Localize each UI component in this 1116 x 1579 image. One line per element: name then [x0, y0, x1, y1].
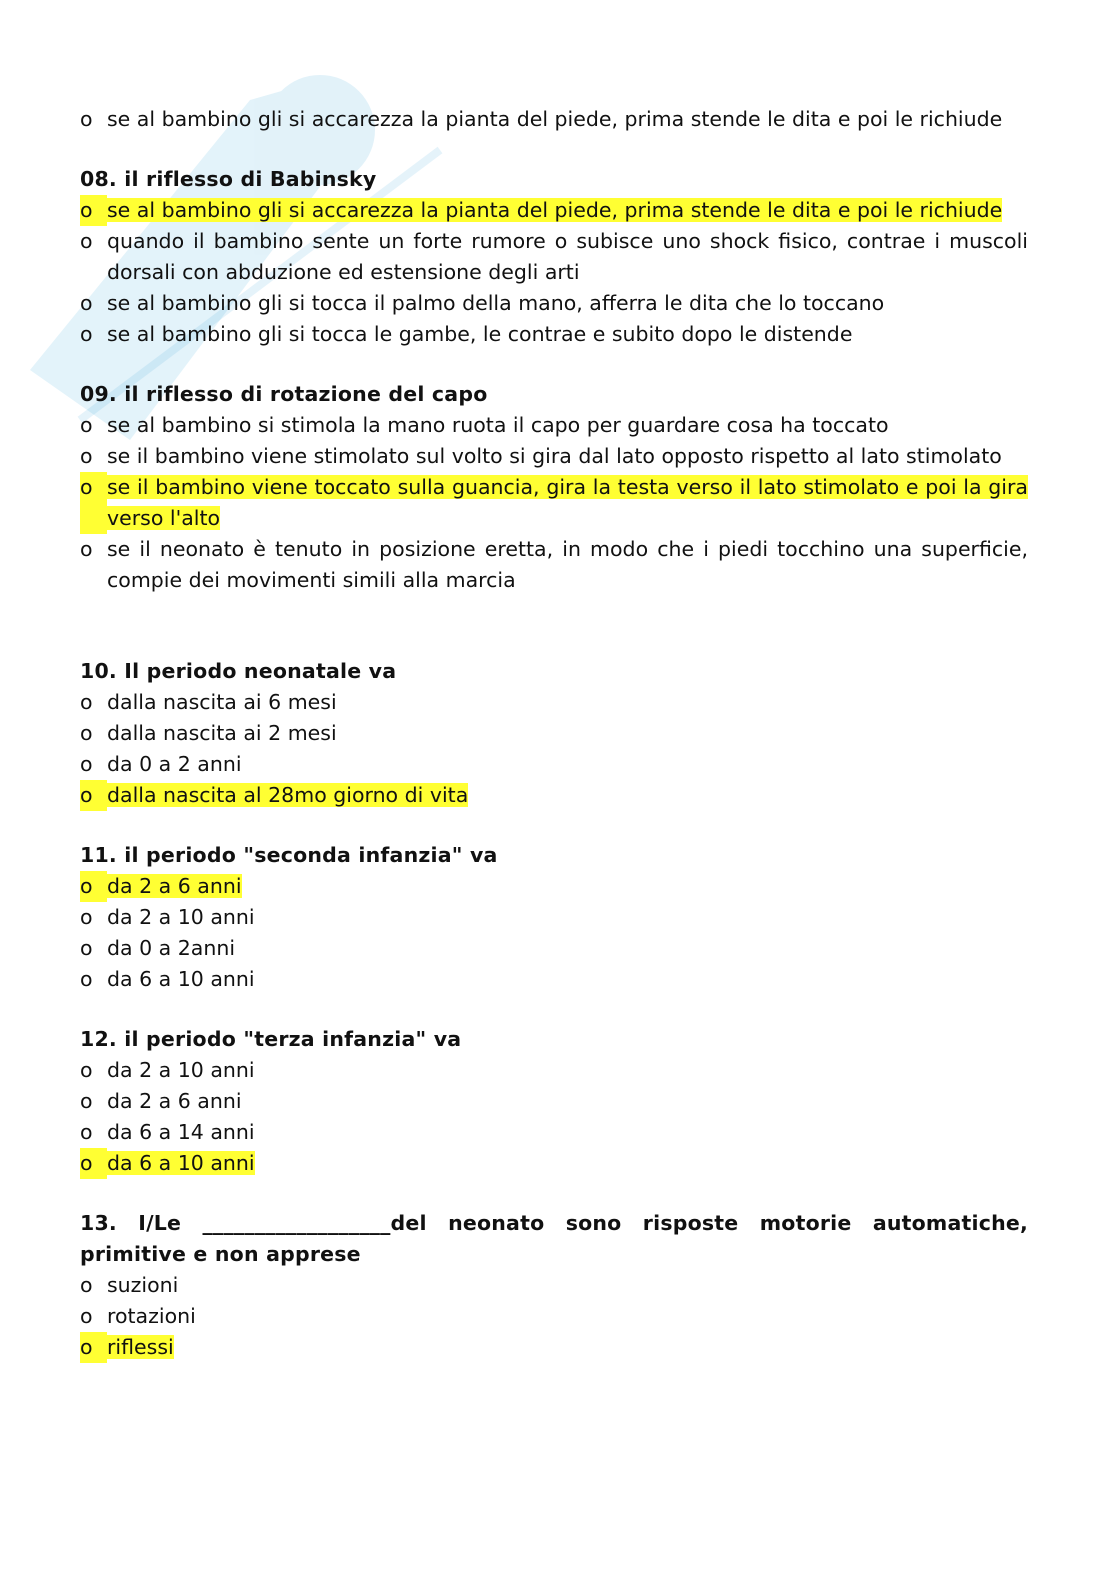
option-item-highlighted: [80, 195, 1028, 226]
option-bullet: o: [80, 322, 93, 346]
questions-list: [80, 164, 1028, 1363]
question-block: [80, 379, 1028, 596]
option-bullet: o: [80, 752, 93, 776]
option-bullet: o: [80, 472, 107, 534]
option-item: [80, 933, 1028, 964]
option-text: [107, 1148, 1028, 1179]
question-title: 08. il riflesso di Babinsky: [80, 167, 377, 191]
option-item: [80, 1055, 1028, 1086]
option-item: [80, 319, 1028, 350]
option-text: [107, 871, 1028, 902]
question-block: [80, 164, 1028, 350]
option-text: rotazioni: [107, 1304, 196, 1328]
option-item: [80, 718, 1028, 749]
option-item: [80, 687, 1028, 718]
highlight-mark: da 2 a 6 anni: [107, 874, 242, 898]
option-text: se il bambino viene stimolato sul volto si gira dal lato opposto rispetto al lato stimolato: [107, 444, 1002, 468]
option-bullet: o: [80, 967, 93, 991]
option-item: [80, 441, 1028, 472]
option-text: da 2 a 6 anni: [107, 1089, 242, 1113]
continued-option-block: [80, 104, 1028, 135]
option-item: [80, 1117, 1028, 1148]
option-text: da 2 a 10 anni: [107, 1058, 255, 1082]
options-list: [80, 687, 1028, 811]
option-text: da 0 a 2 anni: [107, 752, 242, 776]
question-title: 10. Il periodo neonatale va: [80, 659, 397, 683]
option-item: [80, 964, 1028, 995]
highlight-mark: da 6 a 10 anni: [107, 1151, 255, 1175]
option-bullet: o: [80, 1089, 93, 1113]
option-item: [80, 410, 1028, 441]
option-bullet: o: [80, 1304, 93, 1328]
option-item: [80, 226, 1028, 288]
option-text: quando il bambino sente un forte rumore o subisce uno shock fisico, contrae i muscoli dorsali con abduzione ed estensione degli arti: [107, 229, 1028, 284]
option-bullet: o: [80, 721, 93, 745]
options-list: [80, 195, 1028, 350]
option-item-highlighted: [80, 1148, 1028, 1179]
option-bullet: o: [80, 195, 107, 226]
option-text: da 0 a 2anni: [107, 936, 236, 960]
option-bullet: o: [80, 444, 93, 468]
option-item: [80, 1301, 1028, 1332]
option-text: se al bambino gli si accarezza la pianta del piede, prima stende le dita e poi le richiude: [107, 107, 1003, 131]
option-item: [80, 902, 1028, 933]
question-title: 12. il periodo "terza infanzia" va: [80, 1027, 462, 1051]
question-title: 13. I/Le __________________del neonato sono risposte motorie automatiche, primitive e non apprese: [80, 1211, 1028, 1266]
option-text: [107, 1332, 1028, 1363]
option-bullet: o: [80, 905, 93, 929]
option-bullet: o: [80, 413, 93, 437]
option-text: suzioni: [107, 1273, 179, 1297]
option-text: da 6 a 10 anni: [107, 967, 255, 991]
option-item-highlighted: [80, 780, 1028, 811]
option-item: [80, 1086, 1028, 1117]
option-item: [80, 288, 1028, 319]
highlight-mark: dalla nascita al 28mo giorno di vita: [107, 783, 469, 807]
options-list: [80, 1055, 1028, 1179]
option-text: se al bambino gli si tocca le gambe, le contrae e subito dopo le distende: [107, 322, 853, 346]
question-block: [80, 840, 1028, 995]
option-text: se al bambino si stimola la mano ruota il capo per guardare cosa ha toccato: [107, 413, 889, 437]
option-bullet: o: [80, 1148, 107, 1179]
option-item-highlighted: [80, 472, 1028, 534]
option-item: [80, 534, 1028, 596]
option-bullet: o: [80, 537, 93, 561]
option-bullet: o: [80, 291, 93, 315]
options-list: [80, 410, 1028, 596]
option-bullet: o: [80, 1332, 107, 1363]
highlight-mark: se il bambino viene toccato sulla guancia, gira la testa verso il lato stimolato e poi la gira verso l'alto: [107, 475, 1028, 530]
option-text: se al bambino gli si tocca il palmo della mano, afferra le dita che lo toccano: [107, 291, 885, 315]
option-bullet: o: [80, 107, 93, 131]
option-item-highlighted: [80, 871, 1028, 902]
option-text: [107, 472, 1028, 534]
option-bullet: o: [80, 871, 107, 902]
highlight-mark: riflessi: [107, 1335, 174, 1359]
option-bullet: o: [80, 780, 107, 811]
document-page: [80, 104, 1028, 1392]
option-text: da 6 a 14 anni: [107, 1120, 255, 1144]
question-block: [80, 1024, 1028, 1179]
option-bullet: o: [80, 690, 93, 714]
option-bullet: o: [80, 1273, 93, 1297]
options-list: [80, 1270, 1028, 1363]
option-text: dalla nascita ai 6 mesi: [107, 690, 337, 714]
option-text: se il neonato è tenuto in posizione eretta, in modo che i piedi tocchino una superficie, compie dei movimenti simili alla marcia: [107, 537, 1028, 592]
options-list: [80, 871, 1028, 995]
option-item: [80, 1270, 1028, 1301]
option-bullet: o: [80, 936, 93, 960]
option-text: [107, 195, 1028, 226]
option-text: dalla nascita ai 2 mesi: [107, 721, 337, 745]
question-title: 11. il periodo "seconda infanzia" va: [80, 843, 498, 867]
option-bullet: o: [80, 229, 93, 253]
question-title: 09. il riflesso di rotazione del capo: [80, 382, 488, 406]
option-item: [80, 749, 1028, 780]
option-text: [107, 780, 1028, 811]
option-bullet: o: [80, 1058, 93, 1082]
question-block: [80, 1208, 1028, 1363]
highlight-mark: se al bambino gli si accarezza la pianta del piede, prima stende le dita e poi le richiude: [107, 198, 1003, 222]
question-block: [80, 656, 1028, 811]
option-item: [80, 104, 1028, 135]
option-text: da 2 a 10 anni: [107, 905, 255, 929]
option-item-highlighted: [80, 1332, 1028, 1363]
option-bullet: o: [80, 1120, 93, 1144]
